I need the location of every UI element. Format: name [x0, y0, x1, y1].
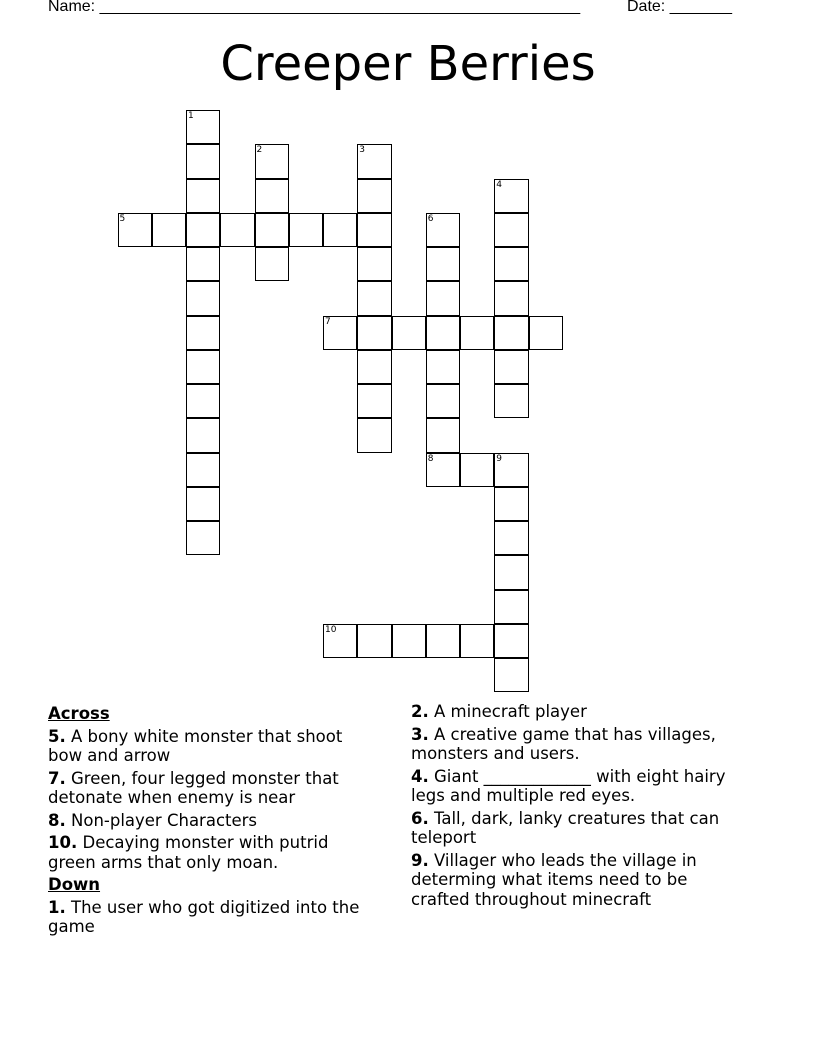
- clue-number: 2.: [411, 702, 429, 721]
- grid-cell[interactable]: [357, 350, 391, 384]
- cell-number: 1: [188, 111, 194, 121]
- clue-text: Green, four legged monster that detonate when enemy is near: [48, 768, 339, 807]
- grid-cell[interactable]: [186, 213, 220, 247]
- grid-cell[interactable]: [460, 453, 494, 487]
- grid-cell[interactable]: [255, 144, 289, 178]
- grid-cell[interactable]: [426, 453, 460, 487]
- grid-cell[interactable]: [186, 316, 220, 350]
- grid-cell[interactable]: [494, 179, 528, 213]
- clue-down-9: [411, 851, 751, 910]
- clue-number: 8.: [48, 810, 66, 830]
- grid-cell[interactable]: [494, 487, 528, 521]
- grid-cell[interactable]: [426, 281, 460, 315]
- grid-cell[interactable]: [186, 453, 220, 487]
- grid-cell[interactable]: [494, 555, 528, 589]
- clue-number: 10.: [48, 833, 78, 852]
- grid-cell[interactable]: [186, 350, 220, 384]
- grid-cell[interactable]: [357, 316, 391, 350]
- clue-across-5: [48, 727, 378, 766]
- grid-cell[interactable]: [494, 384, 528, 418]
- grid-cell[interactable]: [460, 316, 494, 350]
- grid-cell[interactable]: [426, 624, 460, 658]
- cell-number: 3: [359, 145, 365, 156]
- grid-cell[interactable]: [426, 213, 460, 247]
- grid-cell[interactable]: [186, 110, 220, 144]
- clue-text: A minecraft player: [434, 702, 587, 721]
- clue-text: Villager who leads the village in determing what items need to be crafted throughout minecraft: [411, 850, 697, 909]
- date-line: Date: _______: [627, 0, 732, 15]
- clue-down-1: [48, 898, 378, 937]
- cell-number: 4: [496, 179, 502, 190]
- grid-cell[interactable]: [186, 418, 220, 452]
- grid-cell[interactable]: [220, 213, 254, 247]
- grid-cell[interactable]: [494, 350, 528, 384]
- grid-cell[interactable]: [255, 247, 289, 281]
- down-heading: Down: [48, 875, 101, 894]
- clue-number: 7.: [48, 768, 66, 788]
- grid-cell[interactable]: [357, 144, 391, 178]
- grid-cell[interactable]: [289, 213, 323, 247]
- grid-cell[interactable]: [529, 316, 563, 350]
- grid-cell[interactable]: [357, 418, 391, 452]
- cell-number: 7: [325, 316, 331, 327]
- grid-cell[interactable]: [494, 658, 528, 692]
- grid-cell[interactable]: [392, 316, 426, 350]
- grid-cell[interactable]: [357, 179, 391, 213]
- grid-cell[interactable]: [186, 384, 220, 418]
- grid-cell[interactable]: [494, 590, 528, 624]
- grid-cell[interactable]: [426, 247, 460, 281]
- grid-cell[interactable]: [357, 384, 391, 418]
- clue-down-2: [411, 702, 751, 722]
- grid-cell[interactable]: [186, 144, 220, 178]
- clue-number: 6.: [411, 808, 429, 828]
- grid-cell[interactable]: [357, 624, 391, 658]
- clue-text: Non-player Characters: [71, 810, 258, 830]
- grid-cell[interactable]: [494, 521, 528, 555]
- clue-text: Tall, dark, lanky creatures that can teleport: [411, 808, 720, 847]
- grid-cell[interactable]: [494, 247, 528, 281]
- grid-cell[interactable]: [494, 213, 528, 247]
- clue-number: 3.: [411, 724, 429, 744]
- clue-across-8: [48, 811, 378, 831]
- name-line: Name: ______________________________________________________: [48, 0, 581, 15]
- clue-text: A bony white monster that shoot bow and arrow: [48, 726, 343, 765]
- cell-number: 5: [119, 213, 126, 224]
- clue-across-10: [48, 833, 378, 872]
- grid-cell[interactable]: [357, 213, 391, 247]
- grid-cell[interactable]: [186, 247, 220, 281]
- grid-cell[interactable]: [494, 281, 528, 315]
- grid-cell[interactable]: [357, 281, 391, 315]
- clues-right-column: [411, 702, 751, 912]
- grid-cell[interactable]: [255, 179, 289, 213]
- grid-cell[interactable]: [494, 624, 528, 658]
- clue-down-6: [411, 809, 751, 848]
- clue-number: 1.: [48, 897, 66, 917]
- clue-text: Giant _____________ with eight hairy legs and multiple red eyes.: [411, 766, 726, 805]
- clue-number: 5.: [48, 726, 66, 746]
- clue-text: The user who got digitized into the game: [48, 897, 360, 936]
- cell-number: 8: [427, 453, 434, 464]
- grid-cell[interactable]: [323, 213, 357, 247]
- cell-number: 6: [427, 213, 434, 224]
- grid-cell[interactable]: [255, 213, 289, 247]
- clue-down-3: [411, 725, 751, 764]
- grid-cell[interactable]: [426, 384, 460, 418]
- grid-cell[interactable]: [323, 624, 357, 658]
- clue-text: A creative game that has villages, monsters and users.: [411, 724, 716, 763]
- grid-cell[interactable]: [494, 453, 528, 487]
- clue-number: 9.: [411, 850, 429, 870]
- grid-cell[interactable]: [152, 213, 186, 247]
- grid-cell[interactable]: [426, 418, 460, 452]
- clues-left-column: [48, 702, 378, 940]
- grid-cell[interactable]: [118, 213, 152, 247]
- puzzle-title: Creeper Berries: [220, 36, 596, 92]
- grid-cell[interactable]: [426, 316, 460, 350]
- grid-cell[interactable]: [460, 624, 494, 658]
- across-heading: Across: [48, 704, 110, 723]
- grid-cell[interactable]: [186, 521, 220, 555]
- clue-number: 4.: [411, 766, 429, 786]
- grid-cell[interactable]: [392, 624, 426, 658]
- cell-number: 2: [256, 145, 263, 156]
- grid-cell[interactable]: [426, 350, 460, 384]
- grid-cell[interactable]: [357, 247, 391, 281]
- grid-cell[interactable]: [186, 487, 220, 521]
- grid-cell[interactable]: [186, 281, 220, 315]
- grid-cell[interactable]: [186, 179, 220, 213]
- grid-cell[interactable]: [494, 316, 528, 350]
- clue-down-4: [411, 767, 751, 806]
- cell-number: 10: [325, 624, 337, 635]
- cell-number: 9: [496, 453, 502, 464]
- clue-text: Decaying monster with putrid green arms that only moan.: [48, 833, 329, 872]
- clue-across-7: [48, 769, 378, 808]
- grid-cell[interactable]: [323, 316, 357, 350]
